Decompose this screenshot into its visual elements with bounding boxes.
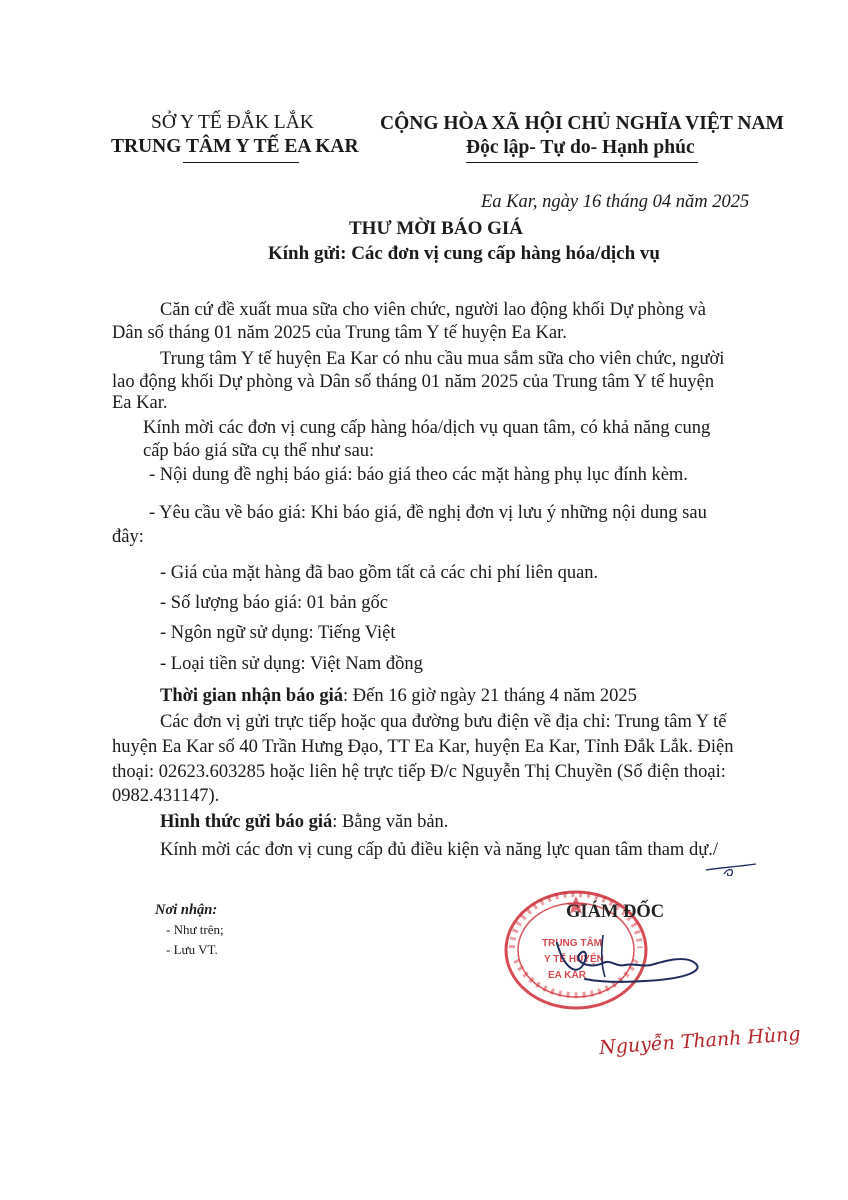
seal-text-mid: Y TẾ HUYỆN bbox=[544, 954, 604, 965]
bullet-requirements: - Yêu cầu về báo giá: Khi báo giá, đề nghị đơn vị lưu ý những nội dung sau bbox=[149, 503, 707, 523]
bullet-requirements-cont: đây: bbox=[112, 527, 144, 547]
sub-item-language: - Ngôn ngữ sử dụng: Tiếng Việt bbox=[160, 623, 396, 643]
agency-parent: SỞ Y TẾ ĐẮK LẮK bbox=[151, 112, 314, 133]
paragraph-3-line-1: Kính mời các đơn vị cung cấp hàng hóa/dịch vụ quan tâm, có khả năng cung bbox=[143, 418, 711, 438]
seal-text-bottom: EA KAR bbox=[548, 970, 586, 981]
address-line-3: thoại: 02623.603285 hoặc liên hệ trực tiếp Đ/c Nguyễn Thị Chuyền (Số điện thoại: bbox=[112, 762, 726, 782]
sub-item-currency: - Loại tiền sử dụng: Việt Nam đồng bbox=[160, 654, 423, 674]
address-line-2: huyện Ea Kar số 40 Trần Hưng Đạo, TT Ea Kar, huyện Ea Kar, Tỉnh Đắk Lắk. Điện bbox=[112, 737, 734, 757]
motto-underline bbox=[466, 162, 698, 163]
paragraph-2-line-2: lao động khối Dự phòng và Dân số tháng 01 năm 2025 của Trung tâm Y tế huyện bbox=[112, 372, 715, 392]
paragraph-3-line-2: cấp báo giá sữa cụ thể như sau: bbox=[143, 441, 375, 461]
recipients-title: Nơi nhận: bbox=[155, 902, 218, 918]
recipient-item-2: - Lưu VT. bbox=[166, 942, 218, 957]
national-title: CỘNG HÒA XÃ HỘI CHỦ NGHĨA VIỆT NAM bbox=[380, 113, 784, 134]
national-motto: Độc lập- Tự do- Hạnh phúc bbox=[466, 137, 695, 158]
recipient-item-1: - Như trên; bbox=[166, 922, 224, 937]
document-title: THƯ MỜI BÁO GIÁ bbox=[349, 218, 523, 239]
address-line-1: Các đơn vị gửi trực tiếp hoặc qua đường bưu điện về địa chỉ: Trung tâm Y tế bbox=[160, 712, 727, 732]
deadline-label: Thời gian nhận báo giá bbox=[160, 686, 343, 706]
seal-text-top: TRUNG TÂM bbox=[542, 938, 602, 949]
deadline-value: : Đến 16 giờ ngày 21 tháng 4 năm 2025 bbox=[343, 686, 637, 706]
sub-item-price: - Giá của mặt hàng đã bao gồm tất cả các chi phí liên quan. bbox=[160, 563, 599, 583]
paragraph-1-line-1: Căn cứ đề xuất mua sữa cho viên chức, người lao động khối Dự phòng và bbox=[160, 300, 706, 320]
submission-form-line bbox=[160, 812, 448, 833]
paragraph-1-line-2: Dân số tháng 01 năm 2025 của Trung tâm Y tế huyện Ea Kar. bbox=[112, 323, 567, 343]
signatory-position: GIÁM ĐỐC bbox=[566, 902, 665, 922]
closing-sentence: Kính mời các đơn vị cung cấp đủ điều kiện và năng lực quan tâm tham dự./ bbox=[160, 840, 718, 860]
initials-mark bbox=[704, 858, 760, 876]
addressee: Kính gửi: Các đơn vị cung cấp hàng hóa/dịch vụ bbox=[268, 243, 660, 264]
deadline-line bbox=[160, 686, 637, 707]
agency-name: TRUNG TÂM Y TẾ EA KAR bbox=[111, 136, 359, 157]
paragraph-2-line-1: Trung tâm Y tế huyện Ea Kar có nhu cầu mua sắm sữa cho viên chức, người bbox=[160, 349, 725, 369]
signatory-name: Nguyễn Thanh Hùng bbox=[598, 1022, 802, 1060]
bullet-content: - Nội dung đề nghị báo giá: báo giá theo các mặt hàng phụ lục đính kèm. bbox=[149, 465, 688, 485]
address-line-4: 0982.431147). bbox=[112, 786, 220, 806]
date-line: Ea Kar, ngày 16 tháng 04 năm 2025 bbox=[481, 192, 750, 212]
paragraph-2-line-3: Ea Kar. bbox=[112, 393, 168, 413]
submission-form-label: Hình thức gửi báo giá bbox=[160, 812, 333, 832]
submission-form-value: : Bằng văn bản. bbox=[332, 812, 449, 832]
handwritten-signature bbox=[545, 925, 715, 995]
sub-item-quantity: - Số lượng báo giá: 01 bản gốc bbox=[160, 593, 388, 613]
agency-underline bbox=[183, 162, 299, 163]
